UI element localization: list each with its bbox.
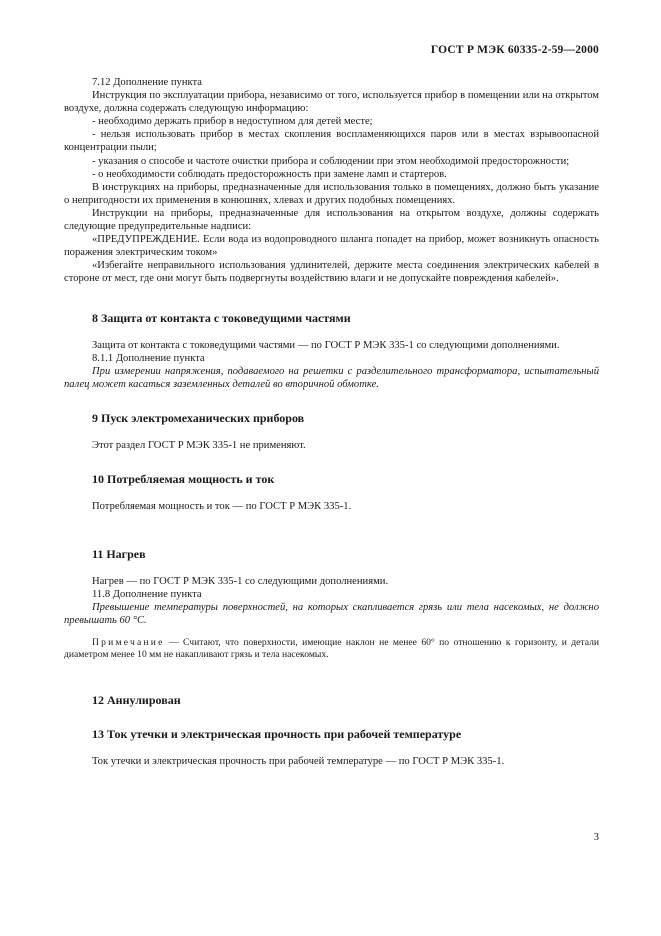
paragraph: Инструкция по эксплуатации прибора, независимо от того, используется прибор в помещении или на открытом воздухе, должна содержать следующую информацию: [64,90,599,115]
paragraph: Ток утечки и электрическая прочность при рабочей температуре — по ГОСТ Р МЭК 335-1. [92,756,505,768]
page-number: 3 [593,832,599,843]
section-heading: 11 Нагрев [92,547,146,562]
section-heading: 10 Потребляемая мощность и ток [92,471,275,486]
paragraph: При измерении напряжения, подаваемого на решетки с разделительного трансформатора, испытательный палец может касаться заземленных деталей во вторичной обмотке. [64,365,599,390]
list-item: - указания о способе и частоте очистки прибора и соблюдении при этом необходимой предосторожности; [92,155,570,167]
paragraph: Защита от контакта с токоведущими частями — по ГОСТ Р МЭК 335-1 со следующими дополнениями. [92,339,560,351]
list-item: - нельзя использовать прибор в местах скопления воспламеняющихся паров или в местах взрывоопасной концентрации пыли; [64,129,599,154]
section-heading: 13 Ток утечки и электрическая прочность при рабочей температуре [92,727,462,742]
paragraph: Потребляемая мощность и ток — по ГОСТ Р МЭК 335-1. [92,500,352,512]
warning-text: «ПРЕДУПРЕЖДЕНИЕ. Если вода из водопроводного шланга попадет на прибор, может возникнуть опасность поражения электрическим током» [64,234,599,259]
page-content [64,76,599,769]
subsection-title: 11.8 Дополнение пункта [92,589,202,601]
note [64,637,599,661]
note-text: — Считают, что поверхности, имеющие наклон не менее 60° по отношению к горизонту, и детали диаметром менее 10 мм не накапливают грязь и тела насекомых. [64,637,599,661]
warning-text: «Избегайте неправильного использования удлинителей, держите места соединения электрических кабелей в стороне от мест, где они могут быть подвергнуты воздействию влаги и не допускайте повреждения кабелей». [64,260,599,285]
note-label: Примечание [92,637,165,649]
paragraph: Этот раздел ГОСТ Р МЭК 335-1 не применяют. [92,439,306,451]
paragraph: Инструкции на приборы, предназначенные для использования на открытом воздухе, должны содержать следующие предупредительные надписи: [64,207,599,233]
list-item: - необходимо держать прибор в недоступном для детей месте; [92,116,373,128]
section-heading: 9 Пуск электромеханических приборов [92,410,305,425]
paragraph: Превышение температуры поверхностей, на которых скапливается грязь или тела насекомых, не должно превышать 60 °С. [64,602,599,627]
paragraph: В инструкциях на приборы, предназначенные для использования только в помещениях, должно быть указание о непригодности их применения в конюшнях, хлевах и других подобных помещениях. [64,181,599,206]
paragraph: Нагрев — по ГОСТ Р МЭК 335-1 со следующими дополнениями. [92,576,389,588]
section-heading: 8 Защита от контакта с токоведущими частями [92,310,351,325]
subsection-title: 8.1.1 Дополнение пункта [92,352,205,364]
subsection-7-12-title: 7.12 Дополнение пункта [92,77,202,88]
section-heading: 12 Аннулирован [92,693,181,708]
list-item: - о необходимости соблюдать предосторожность при замене ламп и стартеров. [92,168,447,180]
page-header: ГОСТ Р МЭК 60335-2-59—2000 [430,44,599,56]
